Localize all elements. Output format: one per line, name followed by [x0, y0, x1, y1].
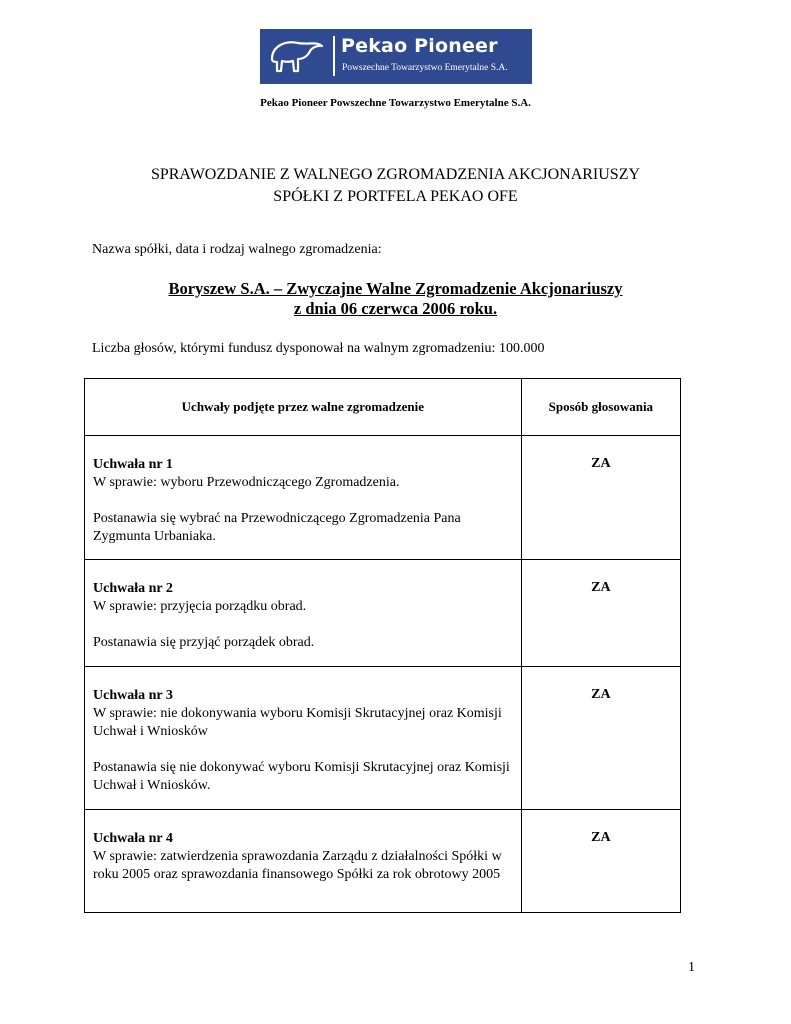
logo-divider: [333, 36, 335, 76]
resolution-cell: [85, 436, 522, 560]
resolution-cell: [85, 667, 522, 810]
table-header-row: [85, 379, 681, 436]
votes-line: Liczba głosów, którymi fundusz dysponował na walnym zgromadzeniu: 100.000: [92, 341, 545, 356]
vote-cell: ZA: [521, 436, 680, 560]
page-number: 1: [688, 960, 695, 975]
resolution-number: Uchwała nr 1: [93, 457, 173, 472]
meeting-title: [0, 279, 791, 319]
logo-subtitle: Powszechne Towarzystwo Emerytalne S.A.: [342, 63, 508, 73]
resolution-number: Uchwała nr 3: [93, 688, 173, 703]
resolution-decision: Postanawia się nie dokonywać wyboru Komisji Skrutacyjnej oraz Komisji Uchwał i Wniosków.: [93, 760, 510, 793]
meeting-title-line-2: z dnia 06 czerwca 2006 roku.: [293, 299, 498, 318]
report-title: [0, 164, 791, 208]
vote-header: Sposób głosowania: [521, 379, 680, 436]
company-logo: [260, 29, 532, 84]
vote-cell: ZA: [521, 667, 680, 810]
resolution-number: Uchwała nr 2: [93, 581, 173, 596]
report-title-line-1: SPRAWOZDANIE Z WALNEGO ZGROMADZENIA AKCJONARIUSZY: [150, 166, 641, 183]
company-line: Pekao Pioneer Powszechne Towarzystwo Emerytalne S.A.: [260, 97, 531, 109]
table-row: [85, 560, 681, 667]
bison-icon: [268, 37, 326, 77]
resolution-cell: [85, 810, 522, 913]
logo-title: Pekao Pioneer: [341, 35, 498, 57]
resolutions-table: [84, 378, 681, 913]
intro-label: Nazwa spółki, data i rodzaj walnego zgromadzenia:: [92, 242, 382, 257]
table-row: [85, 436, 681, 560]
table-row: [85, 667, 681, 810]
resolution-matter: W sprawie: wyboru Przewodniczącego Zgromadzenia.: [93, 475, 400, 490]
vote-cell: ZA: [521, 810, 680, 913]
resolution-matter: W sprawie: przyjęcia porządku obrad.: [93, 599, 307, 614]
resolution-decision: Postanawia się wybrać na Przewodniczącego Zgromadzenia Pana Zygmunta Urbaniaka.: [93, 511, 461, 544]
vote-cell: ZA: [521, 560, 680, 667]
resolutions-header: Uchwały podjęte przez walne zgromadzenie: [85, 379, 522, 436]
resolution-number: Uchwała nr 4: [93, 831, 173, 846]
resolution-decision: Postanawia się przyjąć porządek obrad.: [93, 635, 315, 650]
resolution-matter: W sprawie: zatwierdzenia sprawozdania Zarządu z działalności Spółki w roku 2005 oraz sprawozdania finansowego Spółki za rok obrotowy 2005: [93, 849, 502, 882]
resolution-matter: W sprawie: nie dokonywania wyboru Komisji Skrutacyjnej oraz Komisji Uchwał i Wniosków: [93, 706, 502, 739]
meeting-title-line-1: Boryszew S.A. – Zwyczajne Walne Zgromadzenie Akcjonariuszy: [168, 279, 623, 298]
resolution-cell: [85, 560, 522, 667]
table-row: [85, 810, 681, 913]
report-title-line-2: SPÓŁKI Z PORTFELA PEKAO OFE: [273, 188, 518, 205]
